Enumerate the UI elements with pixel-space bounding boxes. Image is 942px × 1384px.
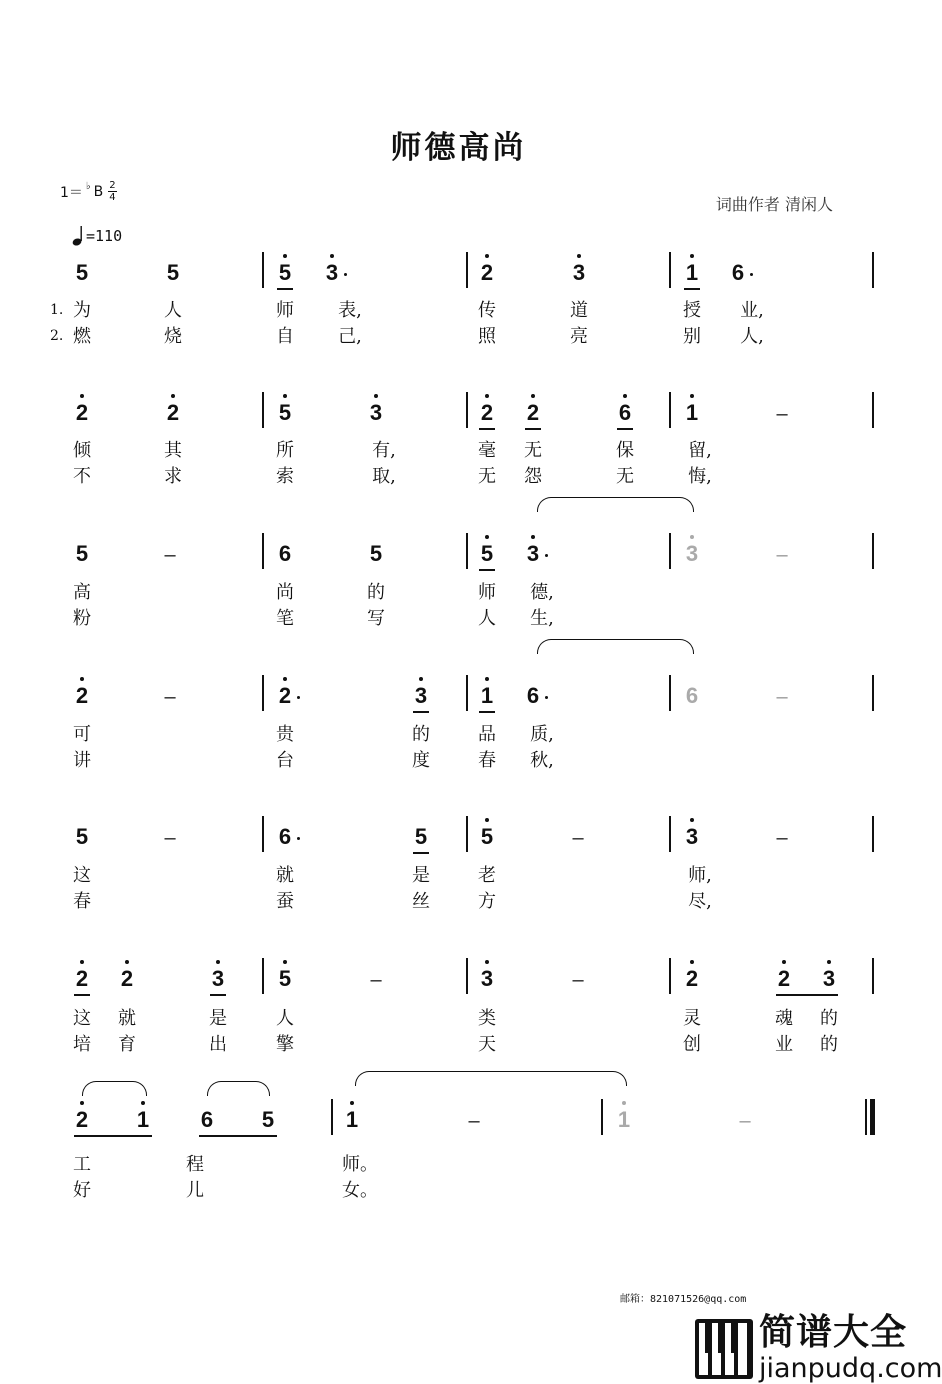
high-octave-dot — [374, 394, 378, 398]
lyric: 出 — [209, 1034, 227, 1055]
high-octave-dot — [485, 535, 489, 539]
eighth-underline — [776, 994, 838, 996]
high-octave-dot — [622, 1101, 626, 1105]
bar-line — [466, 958, 468, 994]
lyric: 取, — [372, 466, 396, 487]
lyric: 创 — [683, 1034, 701, 1055]
eighth-underline — [525, 428, 541, 430]
sustain-dash: – — [776, 686, 788, 708]
logo-text: 简谱大全 — [759, 1312, 908, 1353]
bar-line — [262, 958, 264, 994]
note: 2 — [278, 683, 292, 708]
sustain-dash: – — [776, 827, 788, 849]
lyric: 其 — [164, 440, 182, 461]
high-octave-dot — [827, 960, 831, 964]
lyric: 师 — [478, 582, 496, 603]
final-bar-thin — [865, 1099, 867, 1135]
note: 3 — [685, 824, 699, 849]
lyric: 不 — [73, 466, 91, 487]
high-octave-dot — [690, 535, 694, 539]
note: 3 — [822, 966, 836, 991]
note: 6 — [278, 541, 292, 566]
lyric: 求 — [164, 466, 182, 487]
note: 5 — [480, 824, 494, 849]
lyric: 生, — [530, 608, 554, 629]
lyric: 师 — [276, 300, 294, 321]
lyric: 燃 — [73, 326, 91, 347]
lyric: 尚 — [276, 582, 294, 603]
note: 5 — [75, 260, 89, 285]
note: 3 — [480, 966, 494, 991]
note: 2 — [75, 1107, 89, 1132]
lyric: 道 — [570, 300, 588, 321]
lyric: 可 — [73, 724, 91, 745]
lyric: 的 — [820, 1008, 838, 1029]
lyric: 类 — [478, 1008, 496, 1029]
bar-line — [466, 252, 468, 288]
high-octave-dot — [690, 394, 694, 398]
high-octave-dot — [690, 960, 694, 964]
lyric: 有, — [372, 440, 396, 461]
lyric: 魂 — [775, 1008, 793, 1029]
lyric: 人 — [276, 1008, 294, 1029]
note: 2 — [120, 966, 134, 991]
eighth-underline — [617, 428, 633, 430]
slur — [537, 497, 694, 512]
high-octave-dot — [216, 960, 220, 964]
bar-line — [669, 816, 671, 852]
high-octave-dot — [485, 818, 489, 822]
lyric: 讲 — [73, 750, 91, 771]
sustain-dash: – — [776, 403, 788, 425]
note: 5 — [75, 541, 89, 566]
high-octave-dot — [330, 254, 334, 258]
lyric: 怨 — [524, 466, 542, 487]
bar-line — [872, 675, 874, 711]
note: 5 — [369, 541, 383, 566]
high-octave-dot — [623, 394, 627, 398]
note: 3 — [325, 260, 339, 285]
lyric: 烧 — [164, 326, 182, 347]
high-octave-dot — [485, 677, 489, 681]
note: 1 — [136, 1107, 150, 1132]
note: 2 — [777, 966, 791, 991]
lyric: 培 — [73, 1034, 91, 1055]
high-octave-dot — [485, 394, 489, 398]
note: 6 — [618, 400, 632, 425]
lyric: 人 — [478, 608, 496, 629]
lyric: 亮 — [570, 326, 588, 347]
eighth-underline — [199, 1135, 277, 1137]
contact-email: 邮箱：821071526@qq.com — [620, 1294, 747, 1305]
eighth-underline — [74, 994, 90, 996]
note: 6 — [526, 683, 540, 708]
note: 6 — [278, 824, 292, 849]
high-octave-dot — [577, 254, 581, 258]
bar-line — [262, 252, 264, 288]
lyric: 无 — [524, 440, 542, 461]
bar-line — [872, 816, 874, 852]
lyric: 师, — [688, 865, 712, 886]
note: 5 — [414, 824, 428, 849]
bar-line — [669, 533, 671, 569]
lyric: 的 — [412, 724, 430, 745]
lyric: 老 — [478, 865, 496, 886]
high-octave-dot — [283, 254, 287, 258]
lyric: 传 — [478, 300, 496, 321]
lyric: 写 — [367, 608, 385, 629]
bar-line — [601, 1099, 603, 1135]
sustain-dash: – — [164, 686, 176, 708]
lyric: 这 — [73, 1008, 91, 1029]
sustain-dash: – — [739, 1110, 751, 1132]
high-octave-dot — [283, 394, 287, 398]
lyric: 擎 — [276, 1034, 294, 1055]
high-octave-dot — [531, 535, 535, 539]
bar-line — [669, 392, 671, 428]
lyric: 人 — [164, 300, 182, 321]
lyric: 照 — [478, 326, 496, 347]
note: 5 — [278, 260, 292, 285]
bar-line — [872, 392, 874, 428]
lyric: 所 — [276, 440, 294, 461]
lyric: 别 — [683, 326, 701, 347]
high-octave-dot — [141, 1101, 145, 1105]
augmentation-dot — [750, 273, 753, 276]
eighth-underline — [413, 711, 429, 713]
sustain-dash: – — [572, 969, 584, 991]
bar-line — [262, 392, 264, 428]
high-octave-dot — [80, 960, 84, 964]
eighth-underline — [277, 288, 293, 290]
tempo-marking — [72, 225, 122, 247]
lyric: 师。 — [342, 1154, 378, 1175]
note: 6 — [685, 683, 699, 708]
sustain-dash: – — [776, 544, 788, 566]
high-octave-dot — [485, 960, 489, 964]
eighth-underline — [210, 994, 226, 996]
sustain-dash: – — [164, 827, 176, 849]
note: 2 — [75, 400, 89, 425]
time-signature — [108, 180, 116, 203]
flat-sign: ♭ — [85, 181, 91, 192]
lyric: 工 — [73, 1154, 91, 1175]
lyric: 倾 — [73, 440, 91, 461]
slur — [355, 1071, 627, 1086]
quarter-note-icon — [72, 225, 84, 247]
bar-line — [466, 392, 468, 428]
lyric: 自 — [276, 326, 294, 347]
lyric: 授 — [683, 300, 701, 321]
sustain-dash: – — [164, 544, 176, 566]
sustain-dash: – — [370, 969, 382, 991]
lyric: 春 — [478, 750, 496, 771]
score-title: 师德高尚 — [390, 130, 527, 166]
lyric: 高 — [73, 582, 91, 603]
final-bar-thick — [870, 1099, 875, 1135]
note: 2 — [526, 400, 540, 425]
note: 2 — [480, 260, 494, 285]
high-octave-dot — [283, 960, 287, 964]
eighth-underline — [413, 852, 429, 854]
verse-number: 2. — [50, 328, 64, 344]
bar-line — [331, 1099, 333, 1135]
lyric: 贵 — [276, 724, 294, 745]
augmentation-dot — [297, 696, 300, 699]
logo-url: jianpudq.com — [759, 1353, 942, 1384]
lyric: 为 — [73, 300, 91, 321]
lyric: 是 — [412, 865, 430, 886]
note: 2 — [75, 966, 89, 991]
lyric: 笔 — [276, 608, 294, 629]
high-octave-dot — [690, 254, 694, 258]
site-logo — [695, 1312, 942, 1384]
lyric: 无 — [616, 466, 634, 487]
note: 3 — [685, 541, 699, 566]
composer-credit: 词曲作者 清闲人 — [715, 195, 833, 214]
bar-line — [262, 533, 264, 569]
lyric: 人, — [740, 326, 764, 347]
lyric: 秋, — [530, 750, 554, 771]
high-octave-dot — [485, 254, 489, 258]
verse-number: 1. — [50, 302, 64, 318]
lyric: 业 — [775, 1034, 793, 1055]
lyric: 儿 — [186, 1180, 204, 1201]
note: 1 — [345, 1107, 359, 1132]
lyric: 春 — [73, 891, 91, 912]
lyric: 德, — [530, 582, 554, 603]
eighth-underline — [479, 569, 495, 571]
note: 1 — [685, 260, 699, 285]
high-octave-dot — [80, 677, 84, 681]
bar-line — [466, 675, 468, 711]
lyric: 程 — [186, 1154, 204, 1175]
eighth-underline — [479, 711, 495, 713]
piano-keys-icon — [695, 1319, 753, 1379]
lyric: 留, — [688, 440, 712, 461]
note: 3 — [572, 260, 586, 285]
lyric: 的 — [367, 582, 385, 603]
augmentation-dot — [545, 696, 548, 699]
lyric: 方 — [478, 891, 496, 912]
lyric: 就 — [276, 865, 294, 886]
lyric: 索 — [276, 466, 294, 487]
bar-line — [466, 533, 468, 569]
lyric: 尽, — [688, 891, 712, 912]
high-octave-dot — [80, 1101, 84, 1105]
lyric: 灵 — [683, 1008, 701, 1029]
lyric: 育 — [118, 1034, 136, 1055]
eighth-underline — [684, 288, 700, 290]
high-octave-dot — [283, 677, 287, 681]
note: 5 — [278, 400, 292, 425]
note: 5 — [75, 824, 89, 849]
augmentation-dot — [297, 837, 300, 840]
sustain-dash: – — [468, 1110, 480, 1132]
high-octave-dot — [80, 394, 84, 398]
slur — [82, 1081, 147, 1096]
bar-line — [669, 958, 671, 994]
lyric: 业, — [740, 300, 764, 321]
lyric: 保 — [616, 440, 634, 461]
bar-line — [872, 533, 874, 569]
bar-line — [872, 252, 874, 288]
lyric: 悔, — [688, 466, 712, 487]
high-octave-dot — [419, 677, 423, 681]
augmentation-dot — [545, 554, 548, 557]
high-octave-dot — [782, 960, 786, 964]
lyric: 粉 — [73, 608, 91, 629]
lyric: 这 — [73, 865, 91, 886]
note: 5 — [480, 541, 494, 566]
note: 1 — [480, 683, 494, 708]
bar-line — [262, 675, 264, 711]
note: 3 — [526, 541, 540, 566]
lyric: 质, — [530, 724, 554, 745]
bar-line — [669, 252, 671, 288]
lyric: 毫 — [478, 440, 496, 461]
eighth-underline — [74, 1135, 152, 1137]
note: 6 — [200, 1107, 214, 1132]
lyric: 度 — [412, 750, 430, 771]
slur — [537, 639, 694, 654]
high-octave-dot — [171, 394, 175, 398]
eighth-underline — [479, 428, 495, 430]
high-octave-dot — [690, 818, 694, 822]
lyric: 丝 — [412, 891, 430, 912]
lyric: 无 — [478, 466, 496, 487]
lyric: 的 — [820, 1034, 838, 1055]
note: 1 — [617, 1107, 631, 1132]
note: 1 — [685, 400, 699, 425]
augmentation-dot — [344, 273, 347, 276]
lyric: 就 — [118, 1008, 136, 1029]
key-prefix: 1＝ — [60, 184, 83, 201]
bar-line — [669, 675, 671, 711]
lyric: 台 — [276, 750, 294, 771]
note: 5 — [261, 1107, 275, 1132]
lyric: 表, — [338, 300, 362, 321]
lyric: 女。 — [342, 1180, 378, 1201]
tempo-value: =110 — [86, 227, 123, 245]
lyric: 好 — [73, 1180, 91, 1201]
lyric: 品 — [478, 724, 496, 745]
bar-line — [872, 958, 874, 994]
bar-line — [262, 816, 264, 852]
high-octave-dot — [125, 960, 129, 964]
key-note: B — [93, 183, 104, 200]
bar-line — [466, 816, 468, 852]
lyric: 己, — [338, 326, 362, 347]
sustain-dash: – — [572, 827, 584, 849]
lyric: 是 — [209, 1008, 227, 1029]
high-octave-dot — [531, 394, 535, 398]
time-top: 2 — [109, 180, 116, 191]
note: 3 — [414, 683, 428, 708]
note: 5 — [166, 260, 180, 285]
note: 3 — [369, 400, 383, 425]
note: 5 — [278, 966, 292, 991]
time-bottom: 4 — [109, 192, 116, 203]
note: 6 — [731, 260, 745, 285]
note: 3 — [211, 966, 225, 991]
key-signature — [60, 180, 117, 203]
slur — [207, 1081, 270, 1096]
note: 2 — [685, 966, 699, 991]
lyric: 天 — [478, 1034, 496, 1055]
note: 2 — [480, 400, 494, 425]
lyric: 蚕 — [276, 891, 294, 912]
high-octave-dot — [350, 1101, 354, 1105]
note: 2 — [75, 683, 89, 708]
note: 2 — [166, 400, 180, 425]
